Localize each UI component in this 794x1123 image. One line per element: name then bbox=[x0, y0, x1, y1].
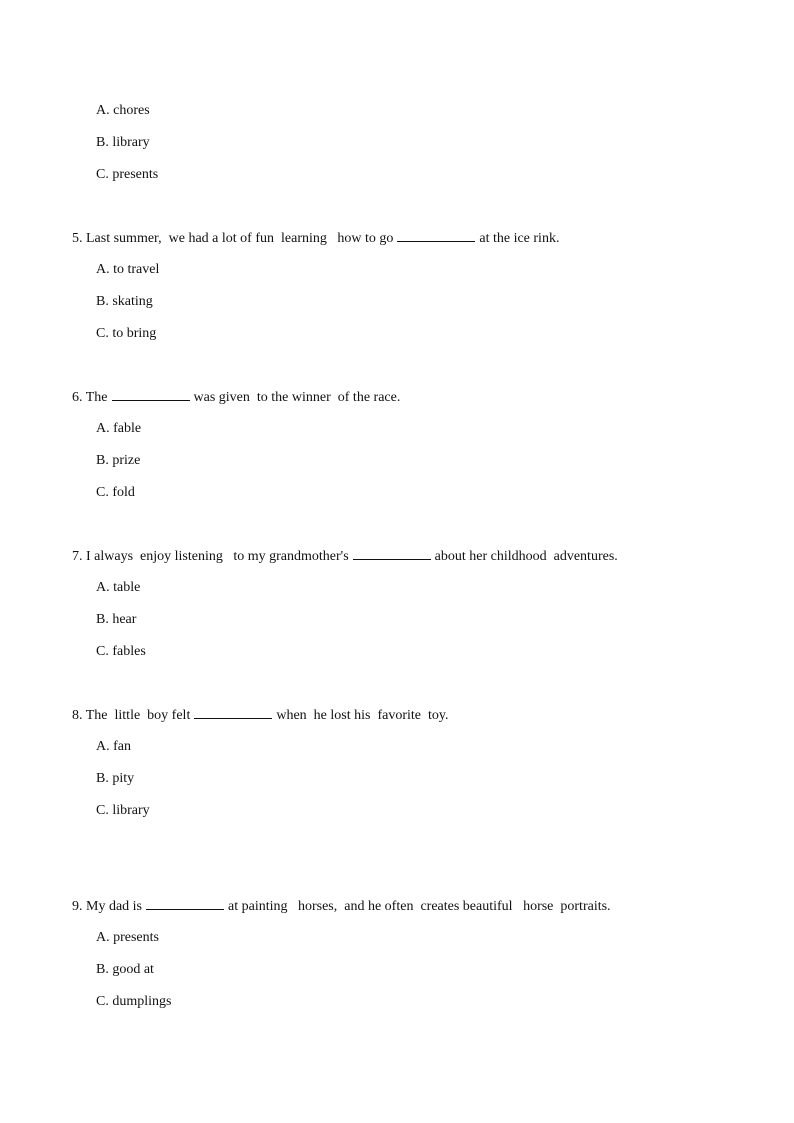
question-5-blank bbox=[397, 229, 475, 242]
q5-option-b[interactable]: B. skating bbox=[96, 294, 153, 309]
question-6-blank bbox=[112, 388, 190, 401]
question-8-text-after: when he lost his favorite toy. bbox=[276, 708, 449, 723]
q9-option-a[interactable]: A. presents bbox=[96, 930, 159, 945]
q7-option-b[interactable]: B. hear bbox=[96, 612, 137, 627]
question-5 bbox=[72, 229, 559, 248]
q8-option-c[interactable]: C. library bbox=[96, 803, 150, 818]
question-9 bbox=[72, 897, 611, 916]
question-5-text-before: 5. Last summer, we had a lot of fun learning how to go bbox=[72, 231, 394, 246]
question-7-text-before: 7. I always enjoy listening to my grandmother's bbox=[72, 549, 349, 564]
q7-option-c[interactable]: C. fables bbox=[96, 644, 146, 659]
q5-option-a[interactable]: A. to travel bbox=[96, 262, 160, 277]
q6-option-b[interactable]: B. prize bbox=[96, 453, 141, 468]
question-7-text-after: about her childhood adventures. bbox=[434, 549, 618, 564]
q8-option-b[interactable]: B. pity bbox=[96, 771, 135, 786]
question-6-text-before: 6. The bbox=[72, 390, 108, 405]
q4-option-b[interactable]: B. library bbox=[96, 135, 150, 150]
q4-option-a[interactable]: A. chores bbox=[96, 103, 150, 118]
q9-option-c[interactable]: C. dumplings bbox=[96, 994, 172, 1009]
q6-option-c[interactable]: C. fold bbox=[96, 485, 135, 500]
question-9-text-after: at painting horses, and he often creates beautiful horse portraits. bbox=[228, 899, 611, 914]
question-5-text-after: at the ice rink. bbox=[479, 231, 560, 246]
q9-option-b[interactable]: B. good at bbox=[96, 962, 154, 977]
q5-option-c[interactable]: C. to bring bbox=[96, 326, 157, 341]
question-8 bbox=[72, 706, 448, 725]
question-6-text-after: was given to the winner of the race. bbox=[193, 390, 401, 405]
question-9-text-before: 9. My dad is bbox=[72, 899, 142, 914]
question-7 bbox=[72, 547, 618, 566]
q6-option-a[interactable]: A. fable bbox=[96, 421, 142, 436]
question-7-blank bbox=[353, 547, 431, 560]
q4-option-c[interactable]: C. presents bbox=[96, 167, 159, 182]
question-8-text-before: 8. The little boy felt bbox=[72, 708, 191, 723]
q8-option-a[interactable]: A. fan bbox=[96, 739, 131, 754]
question-6 bbox=[72, 388, 400, 407]
question-8-blank bbox=[194, 706, 272, 719]
question-9-blank bbox=[146, 897, 224, 910]
q7-option-a[interactable]: A. table bbox=[96, 580, 141, 595]
